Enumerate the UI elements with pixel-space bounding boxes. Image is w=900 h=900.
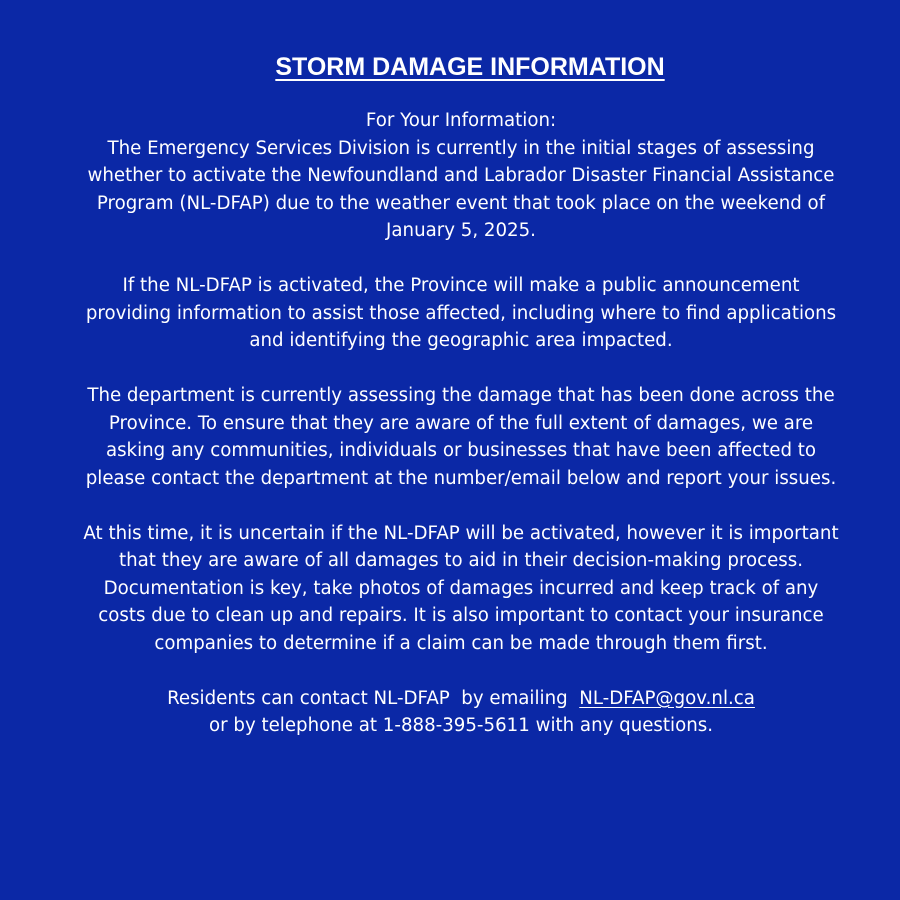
contact-paragraph: [40, 685, 882, 740]
text-line: The department is currently assessing the damage that has been done across the: [87, 385, 835, 406]
text-line: The Emergency Services Division is currently in the initial stages of assessing: [107, 137, 815, 159]
text-line: that they are aware of all damages to aid in their decision-making process.: [119, 550, 803, 571]
text-line: costs due to clean up and repairs. It is also important to contact your insurance: [98, 605, 824, 626]
text-line: At this time, it is uncertain if the NL-DFAP will be activated, however it is important: [83, 522, 839, 544]
text-line: If the NL-DFAP is activated, the Province will make a public announcement: [122, 275, 800, 296]
text-line: providing information to assist those affected, including where to find applications: [85, 302, 837, 324]
contact-prefix: Residents can contact NL-DFAP by emailing: [167, 687, 580, 709]
text-line: Province. To ensure that they are aware of the full extent of damages, we are: [108, 412, 814, 434]
paragraph-assessment: [40, 135, 882, 245]
text-line: companies to determine if a claim can be made through them first.: [154, 632, 768, 654]
text-line: January 5, 2025.: [386, 220, 536, 241]
page-title: STORM DAMAGE INFORMATION: [275, 53, 665, 81]
paragraph-damage-report: [40, 382, 882, 492]
notice-body: [40, 107, 882, 767]
text-line: and identifying the geographic area impacted.: [249, 330, 673, 351]
text-line: please contact the department at the number/email below and report your issues.: [85, 467, 837, 489]
paragraph-documentation: [40, 520, 882, 658]
contact-line-phone: or by telephone at 1-888-395-5611 with any questions.: [209, 715, 713, 736]
text-line: whether to activate the Newfoundland and Labrador Disaster Financial Assistance: [87, 165, 835, 186]
email-link[interactable]: NL-DFAP@gov.nl.ca: [579, 687, 755, 709]
paragraph-activation: [40, 272, 882, 355]
text-line: Program (NL-DFAP) due to the weather event that took place on the weekend of: [96, 192, 826, 214]
intro-line: For Your Information:: [365, 110, 557, 131]
contact-line-email: [40, 685, 882, 713]
text-line: asking any communities, individuals or businesses that have been affected to: [105, 440, 817, 461]
text-line: Documentation is key, take photos of damages incurred and keep track of any: [103, 577, 819, 599]
